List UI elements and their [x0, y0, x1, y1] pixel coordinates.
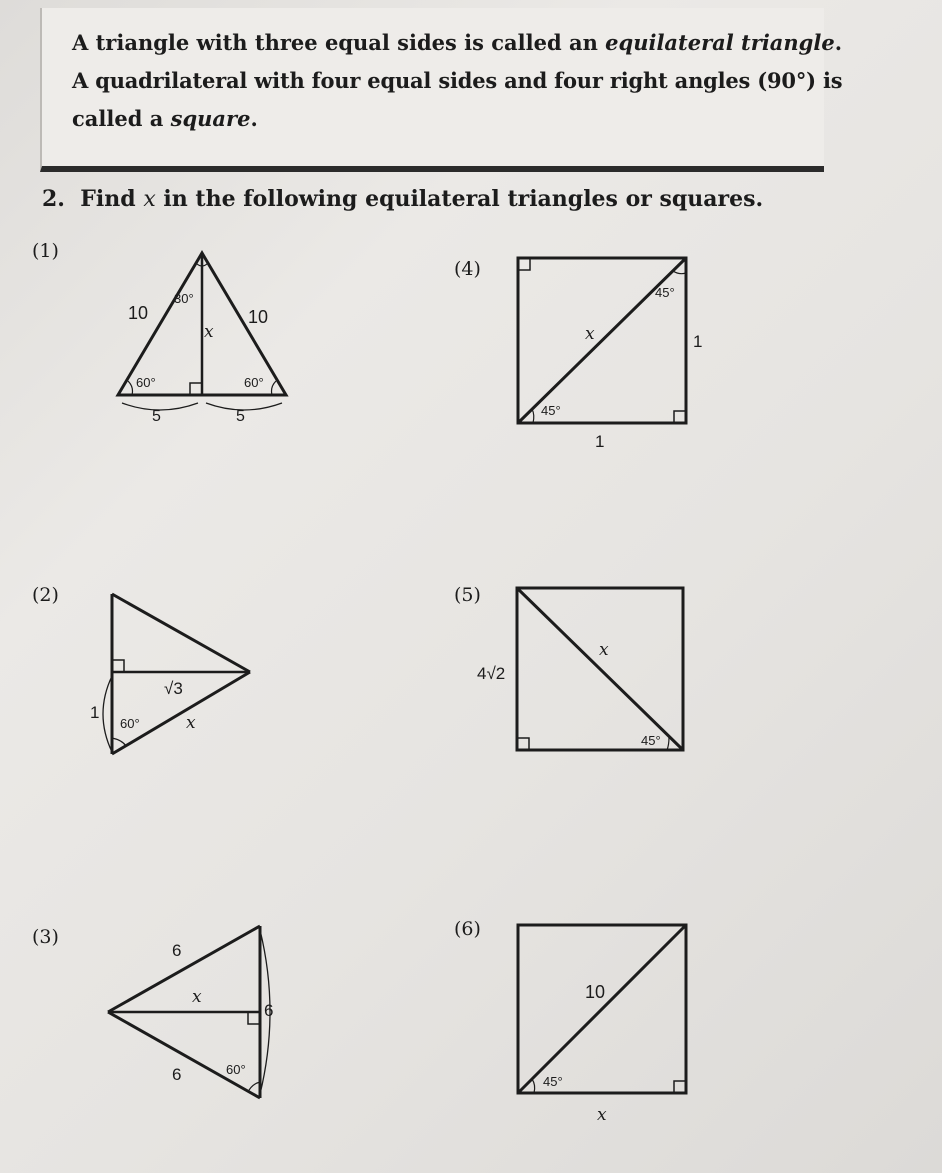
angle-bottom-label: 45° [541, 403, 561, 418]
question-prompt: 2. Find x in the following equilateral triangles or squares. [42, 186, 764, 212]
x-label: x [192, 987, 202, 1007]
side-left-label: 10 [128, 303, 149, 323]
right-angle-mark [190, 383, 202, 395]
angle-label: 60° [226, 1062, 246, 1077]
definition-equilateral: A triangle with three equal sides is called an equilateral triangle. [72, 30, 843, 55]
problem-1-figure [100, 245, 300, 435]
angle-top-label: 45° [655, 285, 675, 300]
apex-angle-label: 30° [174, 291, 194, 306]
bottom-label: 6 [172, 1065, 182, 1084]
angle-label: 45° [641, 733, 661, 748]
side-right-label: 10 [248, 307, 269, 327]
bottom-label: 1 [595, 432, 605, 451]
definition-box [40, 8, 843, 172]
diagonal-line [517, 588, 683, 750]
side-label: 1 [693, 332, 703, 351]
angle-label: 60° [120, 716, 140, 731]
problem-4-figure [515, 255, 715, 455]
definition-square-line1: A quadrilateral with four equal sides and four right angles (90°) is [72, 68, 843, 93]
right-angle-mark-top [518, 258, 530, 270]
problem-1-label: (1) [32, 240, 59, 262]
base-right-label: 5 [236, 408, 245, 425]
diagonal-line [518, 258, 686, 423]
right-angle-mark [112, 660, 124, 672]
side-label: 4√2 [477, 664, 506, 683]
definition-square-line2: called a square. [72, 106, 258, 131]
right-angle-mark [248, 1012, 260, 1024]
problem-2-figure [90, 590, 270, 765]
angle-label: 45° [543, 1074, 563, 1089]
angle-right-label: 60° [244, 375, 264, 390]
base-left-label: 5 [152, 408, 161, 425]
x-label: x [585, 324, 595, 344]
upper-side [108, 926, 260, 1012]
problem-6-label: (6) [454, 918, 481, 940]
upper-side [112, 594, 250, 672]
problem-2-label: (2) [32, 584, 59, 606]
side-label: 1 [90, 703, 100, 722]
top-label: 6 [172, 941, 182, 960]
right-angle-mark [674, 1081, 686, 1093]
problem-4-label: (4) [454, 258, 481, 280]
lower-side [108, 1012, 260, 1098]
problem-5-label: (5) [454, 584, 481, 606]
right-angle-mark-bottom [674, 411, 686, 423]
right-label: 6 [264, 1001, 274, 1020]
diagonal-label: 10 [585, 982, 606, 1002]
problem-3-figure [100, 922, 290, 1107]
x-label: x [204, 322, 214, 342]
x-label: x [599, 640, 609, 660]
x-label: x [186, 713, 196, 733]
problem-3-label: (3) [32, 926, 59, 948]
sqrt3-label: √3 [164, 679, 183, 698]
problem-6-figure [515, 922, 705, 1132]
right-angle-mark [517, 738, 529, 750]
x-label: x [597, 1105, 607, 1125]
angle-left-label: 60° [136, 375, 156, 390]
diagonal-line [518, 925, 686, 1093]
problem-5-figure [475, 585, 700, 760]
